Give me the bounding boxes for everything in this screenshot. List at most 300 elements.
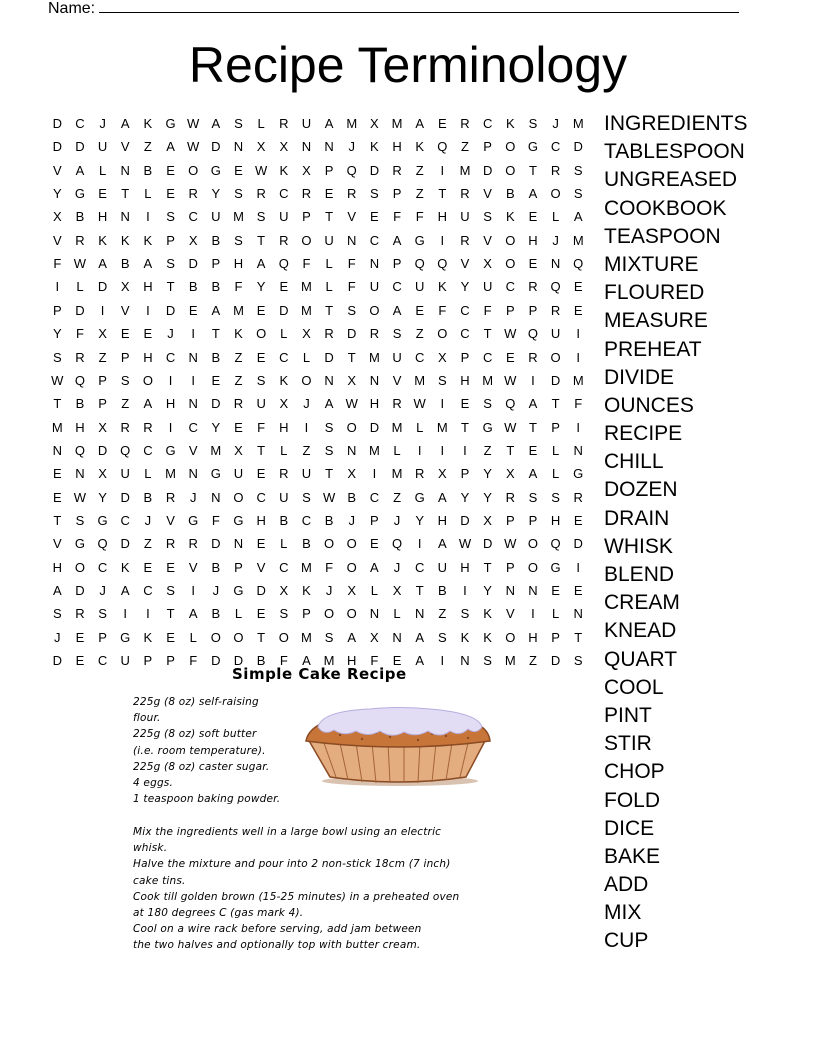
grid-letter[interactable]: H (369, 396, 380, 412)
grid-letter[interactable]: K (98, 232, 107, 248)
grid-letter[interactable]: E (505, 349, 515, 365)
grid-letter[interactable]: K (438, 279, 447, 295)
grid-letter[interactable]: S (166, 209, 175, 225)
grid-letter[interactable]: M (572, 372, 584, 388)
grid-letter[interactable]: V (505, 606, 515, 622)
grid-letter[interactable]: C (256, 489, 266, 505)
grid-letter[interactable]: X (98, 326, 107, 342)
grid-letter[interactable]: I (304, 419, 309, 435)
grid-letter[interactable]: J (99, 116, 106, 131)
grid-letter[interactable]: X (347, 466, 357, 482)
grid-letter[interactable]: E (573, 583, 583, 598)
grid-letter[interactable]: S (347, 302, 357, 318)
grid-letter[interactable]: B (279, 512, 289, 528)
grid-letter[interactable]: A (188, 606, 198, 622)
grid-letter[interactable]: V (188, 442, 198, 458)
grid-letter[interactable]: Y (256, 279, 266, 295)
grid-letter[interactable]: E (528, 209, 538, 225)
grid-letter[interactable]: B (75, 209, 85, 225)
grid-letter[interactable]: K (483, 629, 492, 645)
grid-letter[interactable]: C (392, 279, 402, 295)
grid-letter[interactable]: T (551, 396, 560, 412)
grid-letter[interactable]: D (256, 583, 266, 598)
grid-letter[interactable]: E (143, 326, 153, 342)
grid-letter[interactable]: O (369, 302, 380, 318)
grid-letter[interactable]: R (188, 186, 198, 202)
grid-letter[interactable]: Y (52, 326, 62, 342)
grid-letter[interactable]: R (233, 396, 244, 412)
grid-letter[interactable]: C (505, 279, 515, 295)
grid-letter[interactable]: Z (234, 349, 243, 365)
grid-letter[interactable]: X (392, 583, 402, 598)
grid-letter[interactable]: I (100, 302, 105, 318)
grid-letter[interactable]: J (325, 583, 333, 598)
grid-letter[interactable]: A (370, 559, 379, 575)
grid-letter[interactable]: E (256, 349, 266, 365)
grid-letter[interactable]: R (143, 419, 153, 435)
grid-letter[interactable]: N (188, 349, 198, 365)
grid-letter[interactable]: R (279, 116, 289, 131)
grid-letter[interactable]: Q (74, 442, 85, 458)
grid-letter[interactable]: F (75, 326, 84, 342)
grid-letter[interactable]: O (505, 629, 516, 645)
grid-letter[interactable]: A (438, 489, 447, 505)
grid-letter[interactable]: L (280, 536, 288, 552)
grid-letter[interactable]: J (212, 583, 220, 598)
grid-letter[interactable]: W (504, 372, 517, 388)
grid-letter[interactable]: W (504, 326, 517, 342)
grid-letter[interactable]: R (550, 162, 561, 178)
grid-letter[interactable]: I (576, 419, 581, 435)
grid-letter[interactable]: G (527, 139, 538, 155)
grid-letter[interactable]: G (74, 536, 85, 552)
grid-letter[interactable]: L (302, 349, 311, 365)
grid-letter[interactable]: L (393, 442, 401, 458)
grid-letter[interactable]: X (483, 256, 492, 272)
grid-letter[interactable]: C (414, 349, 425, 365)
grid-letter[interactable]: E (438, 116, 447, 131)
grid-letter[interactable]: U (211, 209, 221, 225)
grid-letter[interactable]: W (73, 256, 87, 272)
grid-letter[interactable]: P (166, 653, 175, 669)
grid-letter[interactable]: S (438, 372, 447, 388)
grid-letter[interactable]: K (120, 232, 130, 248)
grid-letter[interactable]: P (483, 139, 492, 155)
grid-letter[interactable]: T (166, 279, 175, 295)
grid-letter[interactable]: R (165, 536, 176, 552)
grid-letter[interactable]: D (188, 256, 198, 272)
grid-letter[interactable]: A (120, 116, 130, 131)
grid-letter[interactable]: H (256, 512, 266, 528)
grid-letter[interactable]: E (256, 536, 266, 552)
grid-letter[interactable]: P (166, 232, 175, 248)
grid-letter[interactable]: I (191, 583, 195, 598)
grid-letter[interactable]: C (482, 116, 493, 131)
grid-letter[interactable]: Z (98, 349, 107, 365)
grid-letter[interactable]: P (551, 419, 560, 435)
grid-letter[interactable]: D (460, 512, 470, 528)
grid-letter[interactable]: Y (483, 466, 492, 482)
grid-letter[interactable]: V (120, 139, 130, 155)
grid-letter[interactable]: A (324, 396, 334, 412)
grid-letter[interactable]: G (97, 512, 108, 528)
grid-letter[interactable]: R (256, 186, 266, 202)
grid-letter[interactable]: M (301, 279, 312, 295)
grid-letter[interactable]: X (370, 629, 379, 645)
grid-letter[interactable]: Z (121, 396, 130, 412)
grid-letter[interactable]: U (97, 139, 108, 155)
grid-letter[interactable]: R (165, 489, 176, 505)
grid-letter[interactable]: C (550, 139, 561, 155)
grid-letter[interactable]: Y (52, 186, 62, 202)
grid-letter[interactable]: E (528, 442, 538, 458)
grid-letter[interactable]: O (346, 419, 357, 435)
grid-letter[interactable]: D (233, 653, 244, 669)
grid-letter[interactable]: E (573, 302, 583, 318)
grid-letter[interactable]: Z (483, 442, 492, 458)
grid-letter[interactable]: L (325, 279, 333, 295)
grid-letter[interactable]: Q (550, 536, 561, 552)
grid-letter[interactable]: Z (415, 162, 424, 178)
grid-letter[interactable]: M (572, 232, 584, 248)
grid-letter[interactable]: M (301, 302, 312, 318)
grid-letter[interactable]: R (573, 489, 583, 505)
grid-letter[interactable]: L (370, 583, 378, 598)
grid-letter[interactable]: H (392, 139, 402, 155)
grid-letter[interactable]: X (279, 139, 289, 155)
grid-letter[interactable]: O (346, 536, 357, 552)
grid-letter[interactable]: C (97, 559, 108, 575)
grid-letter[interactable]: R (392, 162, 402, 178)
grid-letter[interactable]: M (459, 162, 471, 178)
grid-letter[interactable]: B (505, 186, 515, 202)
grid-letter[interactable]: L (234, 606, 243, 622)
grid-letter[interactable]: S (75, 512, 85, 528)
grid-letter[interactable]: C (165, 349, 176, 365)
grid-letter[interactable]: W (504, 536, 517, 552)
grid-letter[interactable]: A (573, 209, 583, 225)
grid-letter[interactable]: U (324, 232, 334, 248)
grid-letter[interactable]: B (143, 162, 153, 178)
grid-letter[interactable]: E (75, 629, 85, 645)
grid-letter[interactable]: X (256, 139, 266, 155)
grid-letter[interactable]: C (460, 302, 470, 318)
grid-letter[interactable]: I (372, 466, 377, 482)
grid-letter[interactable]: T (574, 629, 583, 645)
grid-letter[interactable]: S (302, 489, 311, 505)
grid-letter[interactable]: R (188, 536, 198, 552)
grid-letter[interactable]: F (438, 302, 447, 318)
grid-letter[interactable]: D (550, 372, 561, 388)
grid-letter[interactable]: U (550, 326, 561, 342)
grid-letter[interactable]: H (97, 209, 108, 225)
grid-letter[interactable]: S (483, 653, 492, 669)
grid-letter[interactable]: M (368, 442, 380, 458)
grid-letter[interactable]: H (528, 232, 538, 248)
grid-letter[interactable]: P (302, 209, 311, 225)
grid-letter[interactable]: T (438, 186, 447, 202)
grid-letter[interactable]: S (483, 396, 492, 412)
grid-letter[interactable]: Z (143, 139, 152, 155)
grid-letter[interactable]: D (211, 396, 221, 412)
grid-letter[interactable]: T (325, 466, 334, 482)
grid-letter[interactable]: H (437, 209, 448, 225)
grid-letter[interactable]: X (438, 466, 447, 482)
grid-letter[interactable]: Y (483, 489, 492, 505)
grid-letter[interactable]: G (414, 232, 425, 248)
grid-letter[interactable]: I (417, 536, 422, 552)
grid-letter[interactable]: F (53, 256, 62, 272)
grid-letter[interactable]: M (414, 372, 426, 388)
grid-letter[interactable]: S (324, 442, 334, 458)
grid-letter[interactable]: G (573, 466, 584, 482)
grid-letter[interactable]: E (573, 512, 583, 528)
grid-letter[interactable]: H (460, 372, 470, 388)
grid-letter[interactable]: R (279, 466, 289, 482)
grid-letter[interactable]: X (98, 466, 107, 482)
grid-letter[interactable]: C (97, 653, 108, 669)
grid-letter[interactable]: C (120, 512, 130, 528)
grid-letter[interactable]: Y (460, 489, 470, 505)
grid-letter[interactable]: X (505, 466, 515, 482)
grid-letter[interactable]: E (256, 302, 266, 318)
grid-letter[interactable]: H (143, 279, 153, 295)
grid-letter[interactable]: R (550, 302, 561, 318)
grid-letter[interactable]: O (278, 629, 289, 645)
grid-letter[interactable]: S (392, 326, 402, 342)
grid-letter[interactable]: N (120, 209, 130, 225)
grid-letter[interactable]: A (528, 396, 538, 412)
grid-letter[interactable]: O (324, 536, 335, 552)
grid-letter[interactable]: U (369, 279, 380, 295)
grid-letter[interactable]: V (52, 232, 62, 248)
grid-letter[interactable]: N (460, 653, 470, 669)
grid-letter[interactable]: Z (528, 653, 537, 669)
grid-letter[interactable]: I (531, 606, 535, 622)
grid-letter[interactable]: J (348, 139, 355, 155)
grid-letter[interactable]: A (256, 256, 266, 272)
grid-letter[interactable]: J (552, 116, 559, 131)
grid-letter[interactable]: Y (98, 489, 107, 505)
grid-letter[interactable]: H (347, 653, 357, 669)
grid-letter[interactable]: W (413, 396, 426, 412)
grid-letter[interactable]: A (302, 653, 311, 669)
grid-letter[interactable]: S (234, 186, 243, 202)
grid-letter[interactable]: T (257, 232, 266, 248)
grid-letter[interactable]: M (436, 419, 448, 435)
grid-letter[interactable]: H (233, 256, 244, 272)
grid-letter[interactable]: E (279, 279, 289, 295)
grid-letter[interactable]: H (75, 419, 85, 435)
grid-letter[interactable]: N (573, 442, 583, 458)
grid-letter[interactable]: B (211, 559, 221, 575)
word-search-grid[interactable] (46, 112, 590, 669)
grid-letter[interactable]: Z (302, 442, 311, 458)
grid-letter[interactable]: V (166, 512, 175, 528)
grid-letter[interactable]: Y (483, 583, 492, 598)
grid-letter[interactable]: D (211, 653, 221, 669)
grid-letter[interactable]: R (460, 186, 470, 202)
grid-letter[interactable]: D (347, 326, 357, 342)
grid-letter[interactable]: E (573, 279, 583, 295)
grid-letter[interactable]: L (280, 326, 288, 342)
grid-letter[interactable]: Y (460, 279, 470, 295)
grid-letter[interactable]: A (52, 583, 62, 598)
grid-letter[interactable]: E (75, 653, 85, 669)
grid-letter[interactable]: T (53, 512, 62, 528)
grid-letter[interactable]: M (301, 559, 312, 575)
grid-letter[interactable]: V (392, 372, 402, 388)
grid-letter[interactable]: A (392, 232, 402, 248)
grid-letter[interactable]: X (98, 419, 107, 435)
grid-letter[interactable]: F (347, 279, 356, 295)
grid-letter[interactable]: G (210, 162, 221, 178)
grid-letter[interactable]: R (528, 279, 538, 295)
grid-letter[interactable]: R (414, 466, 425, 482)
grid-letter[interactable]: G (482, 419, 493, 435)
grid-letter[interactable]: E (211, 372, 221, 388)
grid-letter[interactable]: U (279, 489, 289, 505)
grid-letter[interactable]: E (52, 489, 62, 505)
grid-letter[interactable]: C (482, 349, 493, 365)
grid-letter[interactable]: A (528, 186, 538, 202)
grid-letter[interactable]: K (505, 116, 515, 131)
grid-letter[interactable]: M (323, 653, 335, 669)
grid-letter[interactable]: I (531, 372, 535, 388)
grid-letter[interactable]: J (393, 559, 401, 575)
grid-letter[interactable]: Y (211, 419, 221, 435)
grid-letter[interactable]: Q (505, 396, 516, 412)
grid-letter[interactable]: S (98, 606, 107, 622)
grid-letter[interactable]: V (347, 209, 357, 225)
grid-letter[interactable]: G (120, 629, 131, 645)
grid-letter[interactable]: I (168, 372, 173, 388)
grid-letter[interactable]: R (120, 419, 130, 435)
grid-letter[interactable]: C (279, 559, 289, 575)
grid-letter[interactable]: T (347, 349, 356, 365)
grid-letter[interactable]: A (166, 139, 175, 155)
grid-letter[interactable]: T (166, 606, 175, 622)
grid-letter[interactable]: P (324, 162, 334, 178)
grid-letter[interactable]: T (211, 326, 220, 342)
grid-letter[interactable]: D (97, 442, 108, 458)
grid-letter[interactable]: V (483, 186, 492, 202)
grid-letter[interactable]: X (52, 209, 62, 225)
grid-letter[interactable]: P (460, 466, 470, 482)
grid-letter[interactable]: U (120, 466, 130, 482)
grid-letter[interactable]: Q (573, 256, 584, 272)
grid-letter[interactable]: A (528, 466, 538, 482)
grid-letter[interactable]: C (143, 583, 153, 598)
grid-letter[interactable]: A (98, 256, 107, 272)
grid-letter[interactable]: I (440, 442, 445, 458)
grid-letter[interactable]: B (143, 489, 153, 505)
grid-letter[interactable]: U (460, 209, 470, 225)
grid-letter[interactable]: D (482, 162, 493, 178)
grid-letter[interactable]: L (76, 279, 84, 295)
grid-letter[interactable]: E (234, 419, 243, 435)
grid-letter[interactable]: T (325, 209, 334, 225)
grid-letter[interactable]: A (143, 256, 153, 272)
grid-letter[interactable]: I (576, 349, 581, 365)
grid-letter[interactable]: X (370, 116, 379, 131)
grid-letter[interactable]: O (324, 606, 335, 622)
grid-letter[interactable]: P (392, 256, 402, 272)
grid-letter[interactable]: K (302, 583, 311, 598)
grid-letter[interactable]: B (324, 512, 334, 528)
grid-letter[interactable]: E (120, 326, 130, 342)
grid-letter[interactable]: L (551, 606, 560, 622)
grid-letter[interactable]: S (483, 209, 492, 225)
name-field[interactable] (48, 0, 739, 18)
grid-letter[interactable]: I (146, 606, 150, 622)
grid-letter[interactable]: G (233, 583, 244, 598)
grid-letter[interactable]: O (505, 256, 516, 272)
grid-letter[interactable]: P (505, 302, 515, 318)
grid-letter[interactable]: I (168, 419, 173, 435)
grid-letter[interactable]: T (53, 396, 62, 412)
grid-letter[interactable]: N (528, 583, 538, 598)
grid-letter[interactable]: Q (550, 279, 561, 295)
grid-letter[interactable]: E (166, 186, 175, 202)
grid-letter[interactable]: A (143, 396, 153, 412)
grid-letter[interactable]: O (346, 559, 357, 575)
grid-letter[interactable]: G (165, 442, 176, 458)
grid-letter[interactable]: H (52, 559, 62, 575)
grid-letter[interactable]: S (370, 186, 379, 202)
grid-letter[interactable]: Z (234, 372, 243, 388)
grid-letter[interactable]: O (233, 629, 244, 645)
grid-letter[interactable]: E (392, 653, 402, 669)
grid-letter[interactable]: E (256, 606, 266, 622)
grid-letter[interactable]: O (142, 372, 153, 388)
grid-letter[interactable]: U (437, 559, 448, 575)
grid-letter[interactable]: F (483, 302, 492, 318)
grid-letter[interactable]: N (301, 139, 312, 155)
grid-letter[interactable]: M (233, 209, 244, 225)
grid-letter[interactable]: I (463, 442, 467, 458)
grid-letter[interactable]: P (98, 396, 107, 412)
grid-letter[interactable]: E (370, 536, 379, 552)
grid-letter[interactable]: S (166, 256, 175, 272)
grid-letter[interactable]: X (302, 162, 311, 178)
grid-letter[interactable]: G (210, 466, 221, 482)
grid-letter[interactable]: N (324, 372, 334, 388)
grid-letter[interactable]: K (234, 326, 243, 342)
grid-letter[interactable]: W (187, 139, 200, 155)
grid-letter[interactable]: U (301, 466, 312, 482)
grid-letter[interactable]: S (528, 116, 538, 131)
grid-letter[interactable]: C (279, 186, 289, 202)
grid-letter[interactable]: L (144, 466, 152, 482)
grid-letter[interactable]: T (528, 162, 537, 178)
grid-letter[interactable]: L (393, 606, 401, 622)
grid-letter[interactable]: I (123, 606, 128, 622)
grid-letter[interactable]: O (301, 232, 312, 248)
grid-letter[interactable]: R (301, 186, 312, 202)
grid-letter[interactable]: C (188, 209, 198, 225)
grid-letter[interactable]: F (415, 209, 424, 225)
grid-letter[interactable]: B (211, 232, 221, 248)
grid-letter[interactable]: L (551, 442, 560, 458)
grid-letter[interactable]: Q (346, 162, 357, 178)
grid-letter[interactable]: A (415, 629, 425, 645)
grid-letter[interactable]: C (460, 326, 470, 342)
grid-letter[interactable]: S (573, 653, 583, 669)
grid-letter[interactable]: E (52, 466, 62, 482)
grid-letter[interactable]: E (166, 162, 175, 178)
grid-letter[interactable]: U (279, 209, 289, 225)
